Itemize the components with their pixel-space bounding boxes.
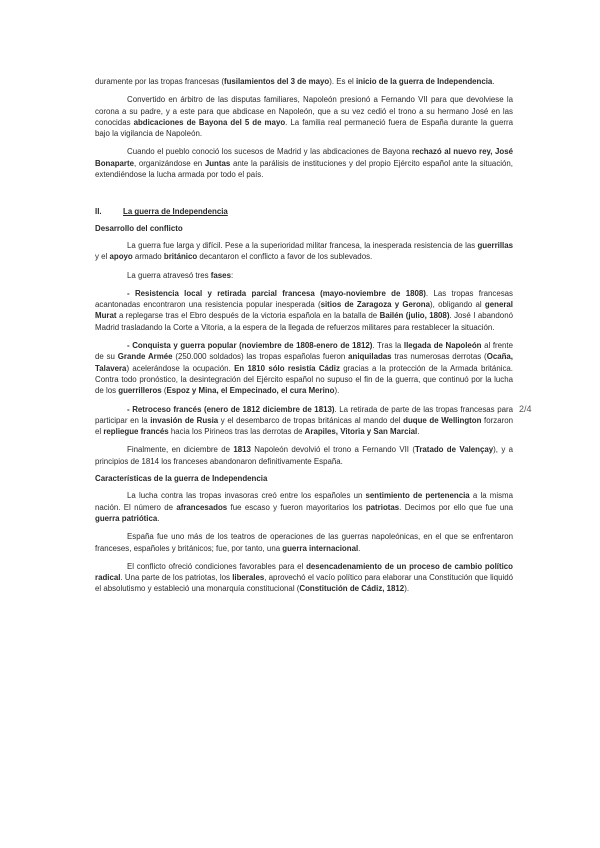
- bold-run: desencadenamiento de un proceso de cambio político radical: [95, 561, 513, 583]
- text-run: Cuando el pueblo conoció los sucesos de Madrid y las abdicaciones de Bayona: [127, 147, 412, 157]
- bold-run: guerra patriótica: [95, 513, 158, 523]
- text-run: .: [157, 513, 160, 523]
- section-number: II.: [95, 207, 102, 217]
- paragraph-guerra-larga: [95, 240, 513, 263]
- text-run: armado: [132, 252, 164, 262]
- bold-run: - Retroceso francés (enero de 1812 diciembre de 1813): [127, 404, 335, 414]
- paragraph-patriotica: [95, 490, 513, 524]
- phase-item-2: [95, 340, 513, 396]
- text-run: (250.000 soldados) las tropas españolas fueron: [172, 352, 349, 362]
- bold-run: Arapiles, Vitoria y San Marcial: [304, 427, 418, 437]
- paragraph-intro-end: [95, 76, 513, 87]
- text-run: ) acelerándose la ocupación.: [126, 363, 235, 373]
- bold-run: 1813: [233, 445, 251, 455]
- text-run: . Decimos por ello que fue una: [399, 502, 514, 512]
- bold-run: Espoz y Mina, el Empecinado, el cura Merino: [166, 386, 335, 396]
- text-run: al frente de su: [95, 341, 514, 362]
- text-run: . José I abandonó Madrid trasladando la Corte a Vitoria, a la espera de la llegada de refuerzos militares para restablecer la situación.: [95, 311, 513, 332]
- paragraph-fases: [95, 270, 513, 281]
- bold-run: duque de Wellington: [403, 415, 482, 425]
- text-run: . La retirada de parte de las tropas francesas para participar en la: [95, 404, 513, 425]
- text-run: . La familia real permaneció fuera de España durante la guerra bajo la vigilancia de Napoleón.: [95, 117, 513, 139]
- text-run: :: [230, 270, 234, 280]
- text-run: a la misma nación. El número de: [95, 491, 513, 512]
- text-run: . Las tropas francesas acantonadas encontraron una resistencia popular inesperada (: [95, 288, 513, 310]
- subheading-desarrollo: Desarrollo del conflicto: [95, 223, 183, 233]
- bold-run: afrancesados: [176, 502, 228, 512]
- bold-run: fases: [210, 270, 231, 280]
- bold-run: liberales: [232, 573, 265, 583]
- text-run: Finalmente, en diciembre de: [127, 445, 234, 455]
- bold-run: invasión de Rusia: [150, 415, 219, 425]
- bold-run: sentimiento de pertenencia: [365, 491, 470, 501]
- text-run: La guerra atravesó tres: [127, 270, 211, 280]
- bold-run: Tratado de Valençay: [414, 445, 494, 455]
- bold-run: Bailén (julio, 1808): [379, 311, 450, 321]
- text-run: fue escaso y fueron mayoritarios los: [227, 502, 366, 512]
- text-run: ).: [404, 584, 410, 594]
- bold-run: patriotas: [365, 502, 400, 512]
- text-run: , organizándose en: [134, 158, 205, 168]
- bold-run: Juntas: [204, 158, 231, 168]
- bold-run: - Resistencia local y retirada parcial francesa (mayo-noviembre de 1808): [127, 288, 426, 298]
- text-run: ), y a principios de 1814 los franceses abandonaron definitivamente España.: [95, 445, 513, 466]
- text-run: .: [417, 427, 420, 437]
- text-run: ).: [334, 386, 340, 396]
- text-run: ante la parálisis de instituciones y del propio Ejército español ante la situación, extendiéndose la lucha armada por todo el país.: [95, 158, 513, 180]
- text-run: ). Es el: [329, 77, 356, 86]
- text-run: Napoleón devolvió el trono a Fernando VII (: [250, 445, 415, 455]
- text-run: . Tras la: [372, 341, 404, 351]
- bold-run: Constitución de Cádiz, 1812: [299, 584, 405, 594]
- bold-run: apoyo: [109, 252, 133, 262]
- bold-run: británico: [163, 252, 198, 262]
- text-run: y el: [95, 252, 110, 262]
- paragraph-juntas: [95, 146, 513, 180]
- text-run: . Una parte de los patriotas, los: [120, 573, 233, 583]
- text-run: a replegarse tras el Ebro después de la victoria española en la batalla de: [116, 311, 380, 321]
- document-page: [95, 76, 513, 595]
- bold-run: rechazó al nuevo rey, José Bonaparte: [95, 147, 513, 168]
- bold-run: En 1810 sólo resistía Cádiz: [234, 363, 340, 373]
- bold-run: sitios de Zaragoza y Gerona: [320, 300, 431, 310]
- bold-run: inicio de la guerra de Independencia: [355, 77, 493, 86]
- text-run: España fue uno más de los teatros de operaciones de las guerras napoleónicas, en el que se enfrentaron franceses, españoles y británicos; fue, por tanto, una: [95, 532, 513, 553]
- bold-run: Grande Armée: [117, 352, 173, 362]
- text-run: (: [161, 386, 167, 396]
- bold-run: guerra internacional: [282, 543, 359, 553]
- text-run: gracias a la protección de la Armada británica. Contra todo pronóstico, la desintegración del Ejército español no supuso el fin de la guerra, que continuó por la lucha de los: [95, 363, 513, 396]
- text-run: .: [492, 77, 495, 86]
- text-run: forzaron el: [95, 415, 514, 437]
- subheading-caracteristicas: Características de la guerra de Independencia: [95, 474, 268, 484]
- phase-item-1: [95, 288, 513, 333]
- text-run: y el desembarco de tropas británicas al mando del: [218, 415, 404, 425]
- paragraph-internacional: [95, 531, 513, 554]
- bold-run: general Murat: [95, 300, 513, 321]
- paragraph-cambio-politico: [95, 561, 513, 595]
- text-run: ), obligando al: [430, 300, 485, 310]
- text-run: La guerra fue larga y difícil. Pese a la superioridad militar francesa, la inesperada resistencia de las: [127, 240, 478, 250]
- bold-run: aniquiladas: [348, 352, 392, 362]
- text-run: Convertido en árbitro de las disputas familiares, Napoleón presionó a Fernando VII para que devolviese la corona a su padre, y a este para que abdicase en Napoleón, que a su vez cedió el trono a su hermano José en las conocidas: [95, 95, 513, 127]
- text-run: hacia los Pirineos tras las derrotas de: [168, 427, 305, 437]
- phase-item-3: [95, 404, 513, 438]
- bold-run: llegada de Napoleón: [403, 341, 482, 351]
- text-run: duramente por las tropas francesas (: [95, 77, 224, 86]
- text-run: decantaron el conflicto a favor de los sublevados.: [197, 252, 373, 262]
- bold-run: repliegue francés: [103, 427, 169, 437]
- paragraph-final: [95, 444, 513, 467]
- text-run: El conflicto ofreció condiciones favorables para el: [127, 561, 307, 571]
- text-run: , aprovechó el vacío político para elaborar una Constitución que liquidó el absolutismo y estableció una monarquía constitucional (: [95, 573, 513, 594]
- section-heading: [95, 206, 513, 217]
- text-run: .: [358, 543, 361, 553]
- bold-run: fusilamientos del 3 de mayo: [223, 77, 330, 86]
- bold-run: guerrilleros: [118, 386, 162, 396]
- bold-run: abdicaciones de Bayona del 5 de mayo: [133, 117, 286, 127]
- text-run: tras numerosas derrotas (: [391, 352, 487, 362]
- bold-run: Ocaña, Talavera: [95, 352, 514, 373]
- page-number: 2/4: [519, 404, 532, 414]
- bold-run: guerrillas: [477, 240, 513, 250]
- section-title: La guerra de Independencia: [123, 207, 228, 217]
- text-run: La lucha contra las tropas invasoras creó entre los españoles un: [127, 491, 366, 501]
- bold-run: - Conquista y guerra popular (noviembre de 1808-enero de 1812): [127, 341, 373, 351]
- paragraph-bayona: [95, 94, 513, 139]
